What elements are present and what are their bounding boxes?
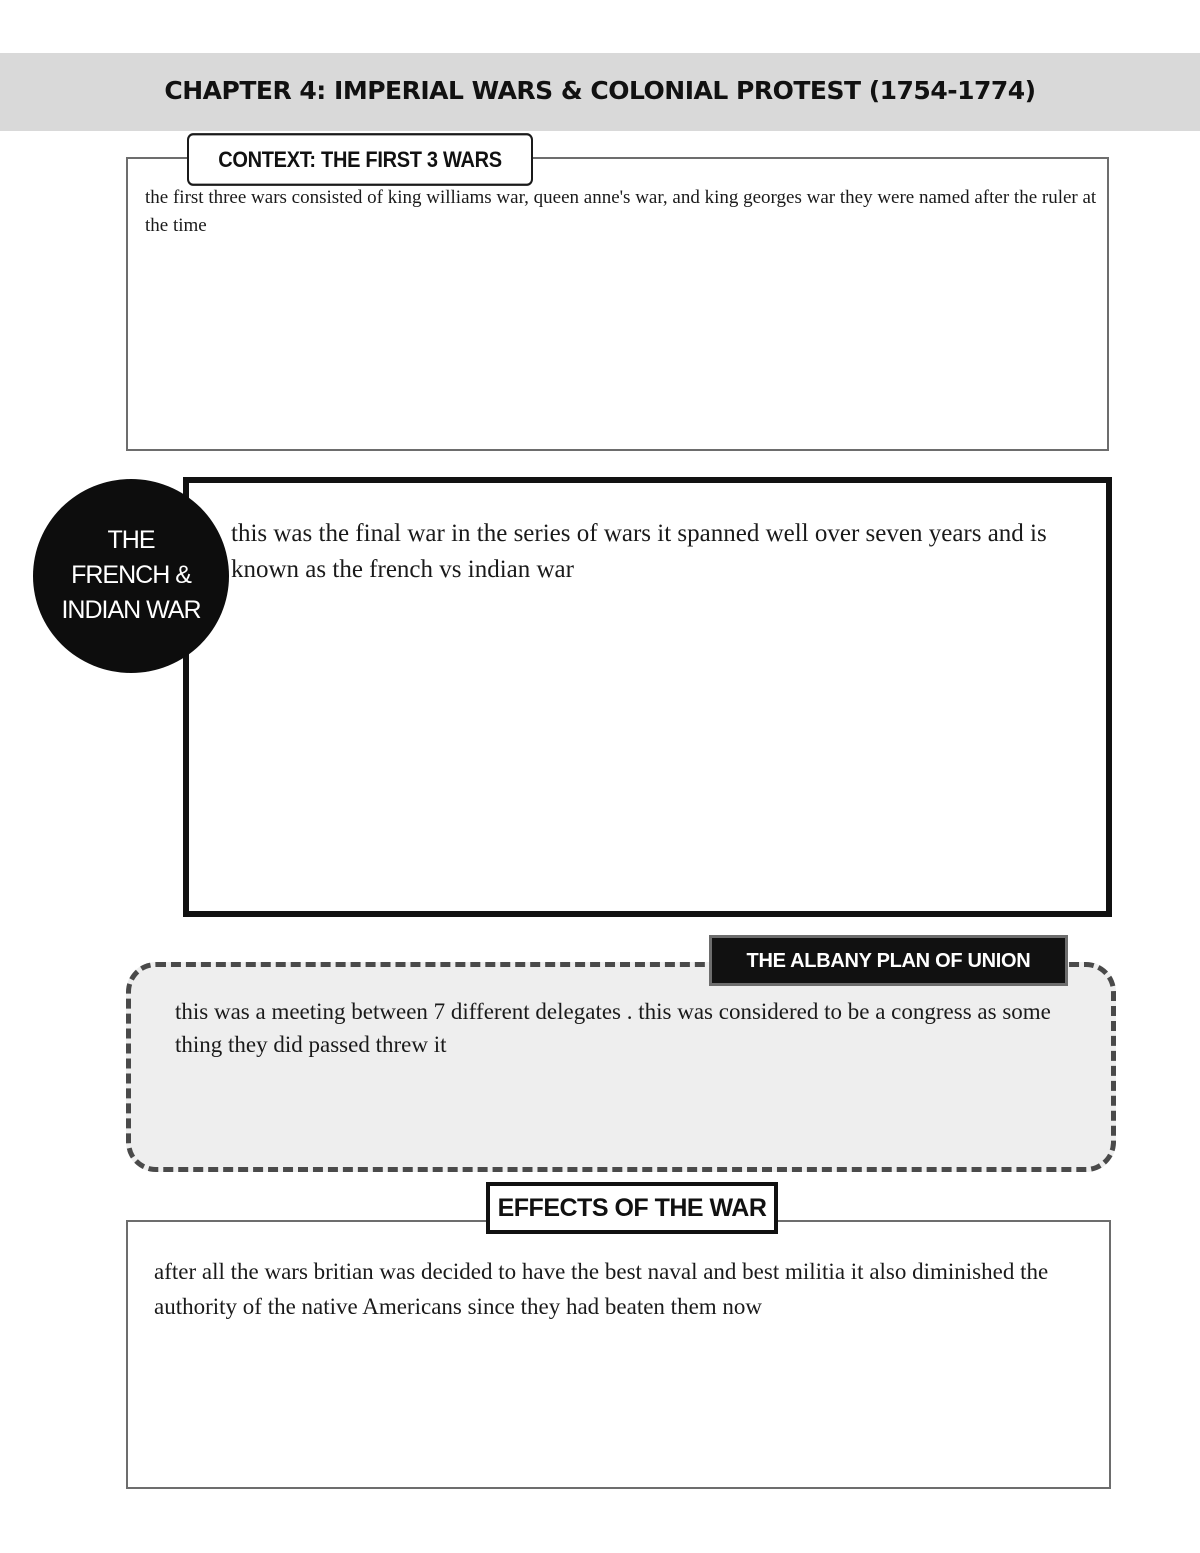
french-indian-war-label-line: FRENCH &: [71, 561, 191, 589]
effects-answer-text: after all the wars britian was decided to have the best naval and best militia it also diminished the authority of the native Americans since they had beaten them now: [154, 1259, 1049, 1319]
french-indian-war-label-line: THE: [107, 526, 155, 554]
french-indian-war-answer-text: this was the final war in the series of wars it spanned well over seven years and is known as the french vs indian war: [231, 520, 1047, 583]
page-title: CHAPTER 4: IMPERIAL WARS & COLONIAL PROTEST (1754-1774): [164, 76, 1036, 105]
context-label: CONTEXT: THE FIRST 3 WARS: [187, 133, 533, 186]
albany-plan-label: THE ALBANY PLAN OF UNION: [709, 935, 1068, 986]
french-indian-war-label-circle: [33, 479, 229, 673]
albany-plan-answer-box[interactable]: [126, 962, 1116, 1172]
context-answer-text: the first three wars consisted of king williams war, queen anne's war, and king georges war they were named after the ruler at the time: [145, 187, 1097, 236]
effects-label: EFFECTS OF THE WAR: [486, 1182, 778, 1234]
albany-plan-answer-text: this was a meeting between 7 different delegates . this was considered to be a congress as some thing they did passed threw it: [175, 999, 1051, 1057]
french-indian-war-label-line: INDIAN WAR: [61, 596, 201, 624]
